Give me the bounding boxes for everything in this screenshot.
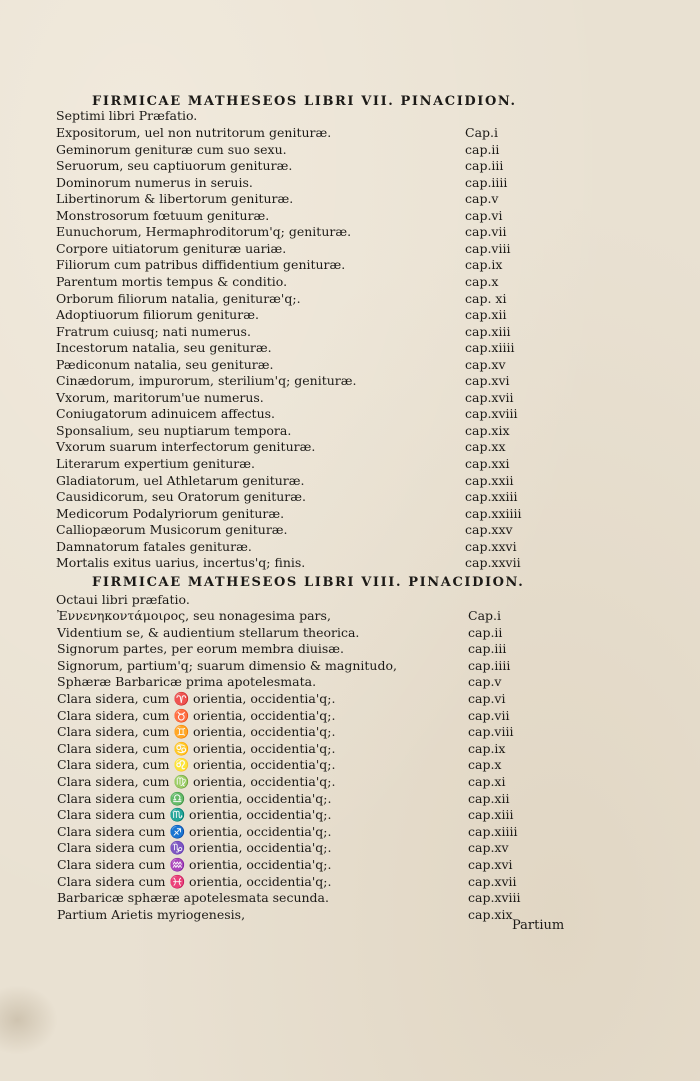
chapter-title: Signorum, partium'q; suarum dimensio & magnitudo, <box>57 657 397 673</box>
contents-row <box>0 125 700 142</box>
contents-row <box>0 175 700 192</box>
contents-row <box>0 625 700 642</box>
chapter-number: cap.xvi <box>468 857 513 872</box>
contents-row <box>0 307 700 324</box>
chapter-number: cap.v <box>465 191 499 207</box>
chapter-title: Expositorum, uel non nutritorum genituræ. <box>56 125 332 140</box>
chapter-number: cap.vi <box>465 207 503 223</box>
contents-row <box>0 357 700 374</box>
chapter-title: Calliopæorum Musicorum genituræ. <box>56 522 288 538</box>
book7-preface: Septimi libri Præfatio. <box>56 108 198 123</box>
book7-heading: FIRMICAE MATHESEOS LIBRI VII. PINACIDION. <box>92 94 517 109</box>
contents-row <box>0 708 700 725</box>
contents-row <box>0 257 700 274</box>
contents-row <box>0 208 700 225</box>
chapter-title: Clara sidera, cum ♌ orientia, occidentia'q;. <box>57 757 336 773</box>
chapter-number: cap.xx <box>465 439 506 455</box>
chapter-title: Medicorum Podalyriorum genituræ. <box>56 505 285 521</box>
contents-row <box>0 724 700 741</box>
chapter-number: cap.iii <box>465 158 504 174</box>
chapter-number: cap. xi <box>465 290 507 306</box>
chapter-number: cap.xvii <box>465 389 514 405</box>
chapter-number: cap.xviii <box>465 406 518 422</box>
chapter-number: cap.xii <box>465 307 507 323</box>
chapter-number: cap.xxiii <box>465 489 518 505</box>
chapter-number: cap.xix <box>468 906 513 922</box>
chapter-title: Ἐννενηκοντάμοιρος, seu nonagesima pars, <box>57 608 331 623</box>
chapter-title: Clara sidera cum ♑ orientia, occidentia'q;. <box>57 840 332 856</box>
chapter-number: cap.xvi <box>465 373 510 389</box>
chapter-number: cap.viii <box>468 724 514 740</box>
contents-row <box>0 191 700 208</box>
contents-row <box>0 840 700 857</box>
contents-row <box>0 456 700 473</box>
chapter-title: Monstrosorum fœtuum genituræ. <box>56 207 270 223</box>
chapter-title: Dominorum numerus in seruis. <box>56 174 253 190</box>
chapter-title: Literarum expertium genituræ. <box>56 456 255 471</box>
contents-row <box>0 539 700 556</box>
chapter-number: cap.xiii <box>465 323 511 339</box>
contents-row <box>0 555 700 572</box>
chapter-title: Clara sidera cum ♒ orientia, occidentia'q;. <box>57 857 332 872</box>
chapter-title: Parentum mortis tempus & conditio. <box>56 273 288 289</box>
chapter-title: Geminorum genituræ cum suo sexu. <box>56 141 287 157</box>
chapter-number: cap.xii <box>468 790 510 806</box>
contents-row <box>0 741 700 758</box>
chapter-number: cap.ix <box>468 740 506 756</box>
chapter-title: Incestorum natalia, seu genituræ. <box>56 340 272 356</box>
chapter-title: Clara sidera, cum ♈ orientia, occidentia'q;. <box>57 691 336 706</box>
chapter-title: Clara sidera, cum ♍ orientia, occidentia'q;. <box>57 774 336 789</box>
chapter-number: cap.xxvi <box>465 538 517 554</box>
contents-row <box>0 241 700 258</box>
contents-row <box>0 439 700 456</box>
chapter-number: cap.xxi <box>465 456 510 471</box>
chapter-number: Cap.i <box>465 125 498 140</box>
contents-row <box>0 658 700 675</box>
contents-row <box>0 674 700 691</box>
chapter-number: cap.xiiii <box>465 340 515 356</box>
contents-row <box>0 224 700 241</box>
chapter-title: Libertinorum & libertorum genituræ. <box>56 191 294 207</box>
chapter-title: Clara sidera cum ♎ orientia, occidentia'q;. <box>57 790 332 806</box>
chapter-number: cap.ii <box>465 141 500 157</box>
chapter-number: cap.xvii <box>468 873 517 889</box>
contents-row <box>0 373 700 390</box>
chapter-title: Signorum partes, per eorum membra diuisæ. <box>57 641 345 657</box>
chapter-title: Clara sidera, cum ♋ orientia, occidentia'q;. <box>57 740 336 756</box>
contents-row <box>0 890 700 907</box>
chapter-number: cap.iiii <box>465 174 508 190</box>
contents-row <box>0 340 700 357</box>
chapter-title: Clara sidera, cum ♉ orientia, occidentia'q;. <box>57 707 336 723</box>
chapter-number: cap.iiii <box>468 657 511 673</box>
book8-preface: Octaui libri præfatio. <box>56 592 190 607</box>
contents-row <box>0 390 700 407</box>
chapter-number: cap.vi <box>468 691 506 706</box>
chapter-title: Eunuchorum, Hermaphroditorum'q; genituræ. <box>56 224 352 240</box>
chapter-number: cap.xxv <box>465 522 513 538</box>
chapter-title: Clara sidera cum ♓ orientia, occidentia'q;. <box>57 873 332 889</box>
chapter-number: cap.xxii <box>465 472 514 488</box>
contents-row <box>0 641 700 658</box>
contents-row <box>0 791 700 808</box>
contents-row <box>0 757 700 774</box>
contents-row <box>0 506 700 523</box>
chapter-number: cap.v <box>468 674 502 690</box>
contents-row <box>0 874 700 891</box>
chapter-title: Cinædorum, impurorum, sterilium'q; genituræ. <box>56 373 357 389</box>
chapter-title: Partium Arietis myriogenesis, <box>57 906 246 922</box>
contents-row <box>0 824 700 841</box>
chapter-title: Corpore uitiatorum genituræ uariæ. <box>56 240 287 256</box>
chapter-title: Vxorum, maritorum'ue numerus. <box>56 389 264 405</box>
chapter-title: Videntium se, & audientium stellarum theorica. <box>57 624 360 640</box>
chapter-title: Clara sidera, cum ♊ orientia, occidentia'q;. <box>57 724 336 740</box>
contents-row <box>0 807 700 824</box>
chapter-title: Clara sidera cum ♐ orientia, occidentia'q;. <box>57 823 332 839</box>
chapter-title: Causidicorum, seu Oratorum genituræ. <box>56 489 306 505</box>
contents-row <box>0 291 700 308</box>
chapter-number: cap.vii <box>468 707 510 723</box>
chapter-number: Cap.i <box>468 608 501 623</box>
chapter-title: Fratrum cuiusq; nati numerus. <box>56 323 251 339</box>
contents-row <box>0 473 700 490</box>
contents-row <box>0 608 700 625</box>
contents-row <box>0 274 700 291</box>
chapter-title: Sponsalium, seu nuptiarum tempora. <box>56 422 292 438</box>
chapter-number: cap.vii <box>465 224 507 240</box>
chapter-title: Pædiconum natalia, seu genituræ. <box>56 356 274 372</box>
chapter-title: Mortalis exitus uarius, incertus'q; finis. <box>56 555 306 571</box>
chapter-number: cap.xxvii <box>465 555 521 571</box>
chapter-number: cap.xv <box>468 840 509 856</box>
contents-row <box>0 406 700 423</box>
chapter-number: cap.ii <box>468 624 503 640</box>
chapter-title: Damnatorum fatales genituræ. <box>56 538 252 554</box>
contents-row <box>0 324 700 341</box>
chapter-number: cap.iii <box>468 641 507 657</box>
chapter-title: Sphæræ Barbaricæ prima apotelesmata. <box>57 674 317 690</box>
contents-row <box>0 142 700 159</box>
contents-row <box>0 423 700 440</box>
chapter-title: Barbaricæ sphæræ apotelesmata secunda. <box>57 890 329 906</box>
book8-heading: FIRMICAE MATHESEOS LIBRI VIII. PINACIDION. <box>92 575 525 590</box>
contents-row <box>0 522 700 539</box>
catchword: Partium <box>512 918 565 933</box>
chapter-number: cap.x <box>465 273 499 289</box>
chapter-number: cap.xxiiii <box>465 505 522 521</box>
chapter-title: Filiorum cum patribus diffidentium genituræ. <box>56 257 346 273</box>
chapter-number: cap.xiii <box>468 807 514 823</box>
chapter-number: cap.xv <box>465 356 506 372</box>
contents-row <box>0 907 700 924</box>
contents-row <box>0 857 700 874</box>
chapter-title: Coniugatorum adinuicem affectus. <box>56 406 276 422</box>
chapter-title: Vxorum suarum interfectorum genituræ. <box>56 439 316 455</box>
contents-row <box>0 158 700 175</box>
chapter-number: cap.xix <box>465 422 510 438</box>
chapter-title: Gladiatorum, uel Athletarum genituræ. <box>56 472 305 488</box>
chapter-number: cap.xiiii <box>468 823 518 839</box>
chapter-title: Adoptiuorum filiorum genituræ. <box>56 307 259 323</box>
chapter-number: cap.xviii <box>468 890 521 906</box>
chapter-number: cap.viii <box>465 240 511 256</box>
paper-stain <box>0 985 58 1055</box>
contents-row <box>0 774 700 791</box>
chapter-number: cap.x <box>468 757 502 773</box>
chapter-title: Orborum filiorum natalia, genituræ'q;. <box>56 290 301 306</box>
chapter-title: Seruorum, seu captiuorum genituræ. <box>56 158 293 174</box>
contents-row <box>0 691 700 708</box>
chapter-title: Clara sidera cum ♏ orientia, occidentia'q;. <box>57 807 332 823</box>
chapter-number: cap.xi <box>468 774 506 789</box>
chapter-number: cap.ix <box>465 257 503 273</box>
contents-row <box>0 489 700 506</box>
